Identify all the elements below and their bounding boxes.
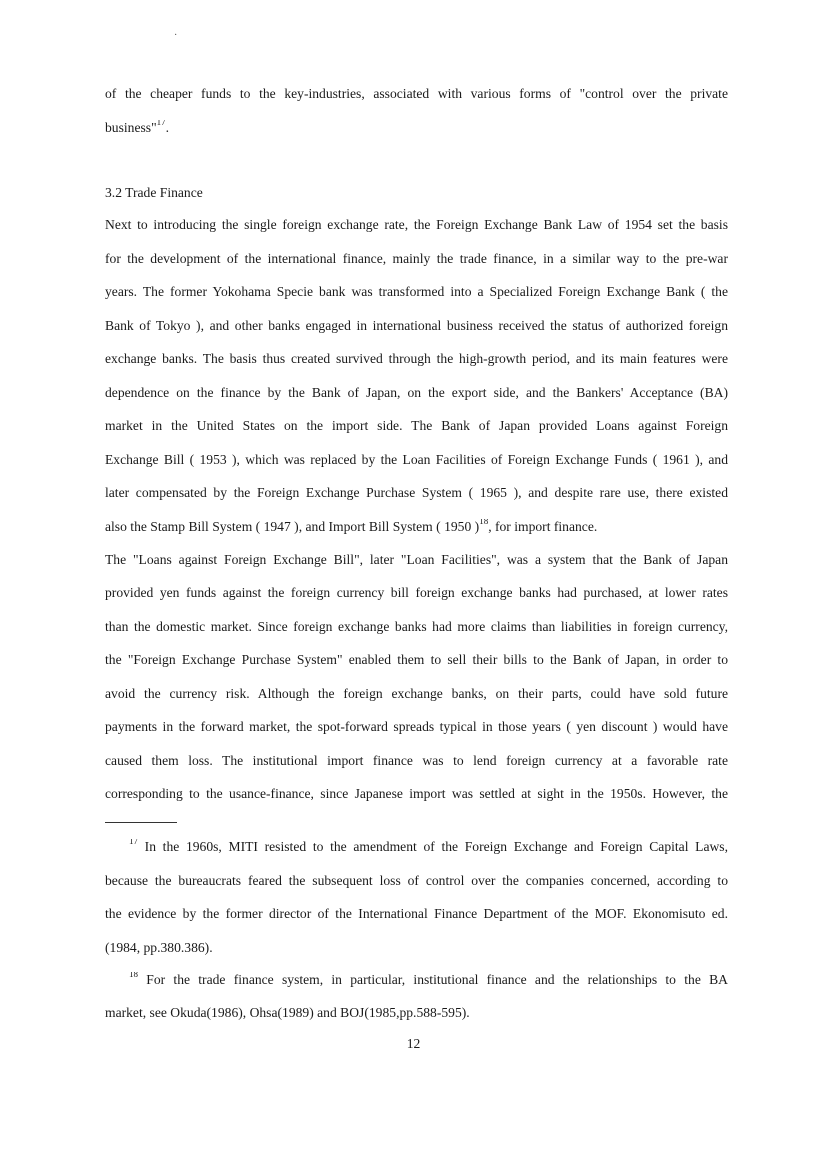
body-text: . — [165, 120, 170, 135]
body-text-line: later compensated by the Foreign Exchange Purchase System ( 1965 ), and despite rare use, there existed — [105, 485, 728, 500]
footnote-reference: 18 — [479, 519, 489, 527]
body-text-line: dependence on the finance by the Bank of Japan, on the export side, and the Bankers' Acceptance (BA) — [105, 385, 728, 400]
footnote-text: In the 1960s, MITI resisted to the amendment of the Foreign Exchange and Foreign Capital Laws, — [138, 839, 728, 854]
body-text-line: Bank of Tokyo ), and other banks engaged in international business received the status of authorized foreign — [105, 318, 728, 333]
footnote-reference: 17 — [156, 120, 166, 128]
body-text-line: for the development of the international finance, mainly the trade finance, in a similar way to the pre-war — [105, 251, 728, 266]
body-text: business" — [105, 120, 157, 135]
body-text-line: The "Loans against Foreign Exchange Bill", later "Loan Facilities", was a system that the Bank of Japan — [105, 552, 728, 567]
body-text-line: the "Foreign Exchange Purchase System" enabled them to sell their bills to the Bank of Japan, in order to — [105, 652, 728, 667]
body-text: also the Stamp Bill System ( 1947 ), and Import Bill System ( 1950 ) — [105, 519, 480, 534]
stray-mark: · — [174, 30, 178, 41]
body-text-line: provided yen funds against the foreign currency bill foreign exchange banks had purchased, at lower rates — [105, 585, 728, 600]
body-text-line: than the domestic market. Since foreign exchange banks had more claims than liabilities in foreign currency, — [105, 619, 728, 634]
footnote-line — [129, 972, 728, 988]
body-text-line: caused them loss. The institutional import finance was to lend foreign currency at a favorable rate — [105, 753, 728, 768]
body-text-line: of the cheaper funds to the key-industries, associated with various forms of "control over the private — [105, 86, 728, 101]
section-heading: 3.2 Trade Finance — [105, 185, 203, 200]
body-text-line: payments in the forward market, the spot-forward spreads typical in those years ( yen discount ) would have — [105, 719, 728, 734]
body-text-line: Next to introducing the single foreign exchange rate, the Foreign Exchange Bank Law of 1954 set the basis — [105, 217, 728, 232]
footnote-marker: 17 — [129, 839, 138, 847]
body-text-line: exchange banks. The basis thus created survived through the high-growth period, and its main features were — [105, 351, 728, 366]
body-text-line: corresponding to the usance-finance, since Japanese import was settled at sight in the 1950s. However, the — [105, 786, 728, 801]
body-text: , for import finance. — [488, 519, 598, 534]
footnote-line — [129, 839, 728, 855]
footnote-line: because the bureaucrats feared the subsequent loss of control over the companies concerned, according to — [105, 873, 728, 888]
body-text-line: Exchange Bill ( 1953 ), which was replaced by the Loan Facilities of Foreign Exchange Funds ( 1961 ), and — [105, 452, 728, 467]
body-text-line: avoid the currency risk. Although the foreign exchange banks, on their parts, could have sold future — [105, 686, 728, 701]
footnote-line: market, see Okuda(1986), Ohsa(1989) and BOJ(1985,pp.588-595). — [105, 1005, 470, 1020]
footnote-divider — [105, 822, 177, 823]
body-text-line — [105, 519, 728, 535]
footnote-marker: 18 — [129, 972, 138, 980]
footnote-line: the evidence by the former director of the International Finance Department of the MOF. Ekonomisuto ed. — [105, 906, 728, 921]
body-text-line — [105, 120, 728, 136]
body-text-line: years. The former Yokohama Specie bank was transformed into a Specialized Foreign Exchange Bank ( the — [105, 284, 728, 299]
footnote-line: (1984, pp.380.386). — [105, 940, 213, 955]
footnote-text: For the trade finance system, in particular, institutional finance and the relationships to the BA — [138, 972, 728, 987]
body-text-line: market in the United States on the import side. The Bank of Japan provided Loans against Foreign — [105, 418, 728, 433]
page-number: 12 — [406, 1036, 421, 1051]
